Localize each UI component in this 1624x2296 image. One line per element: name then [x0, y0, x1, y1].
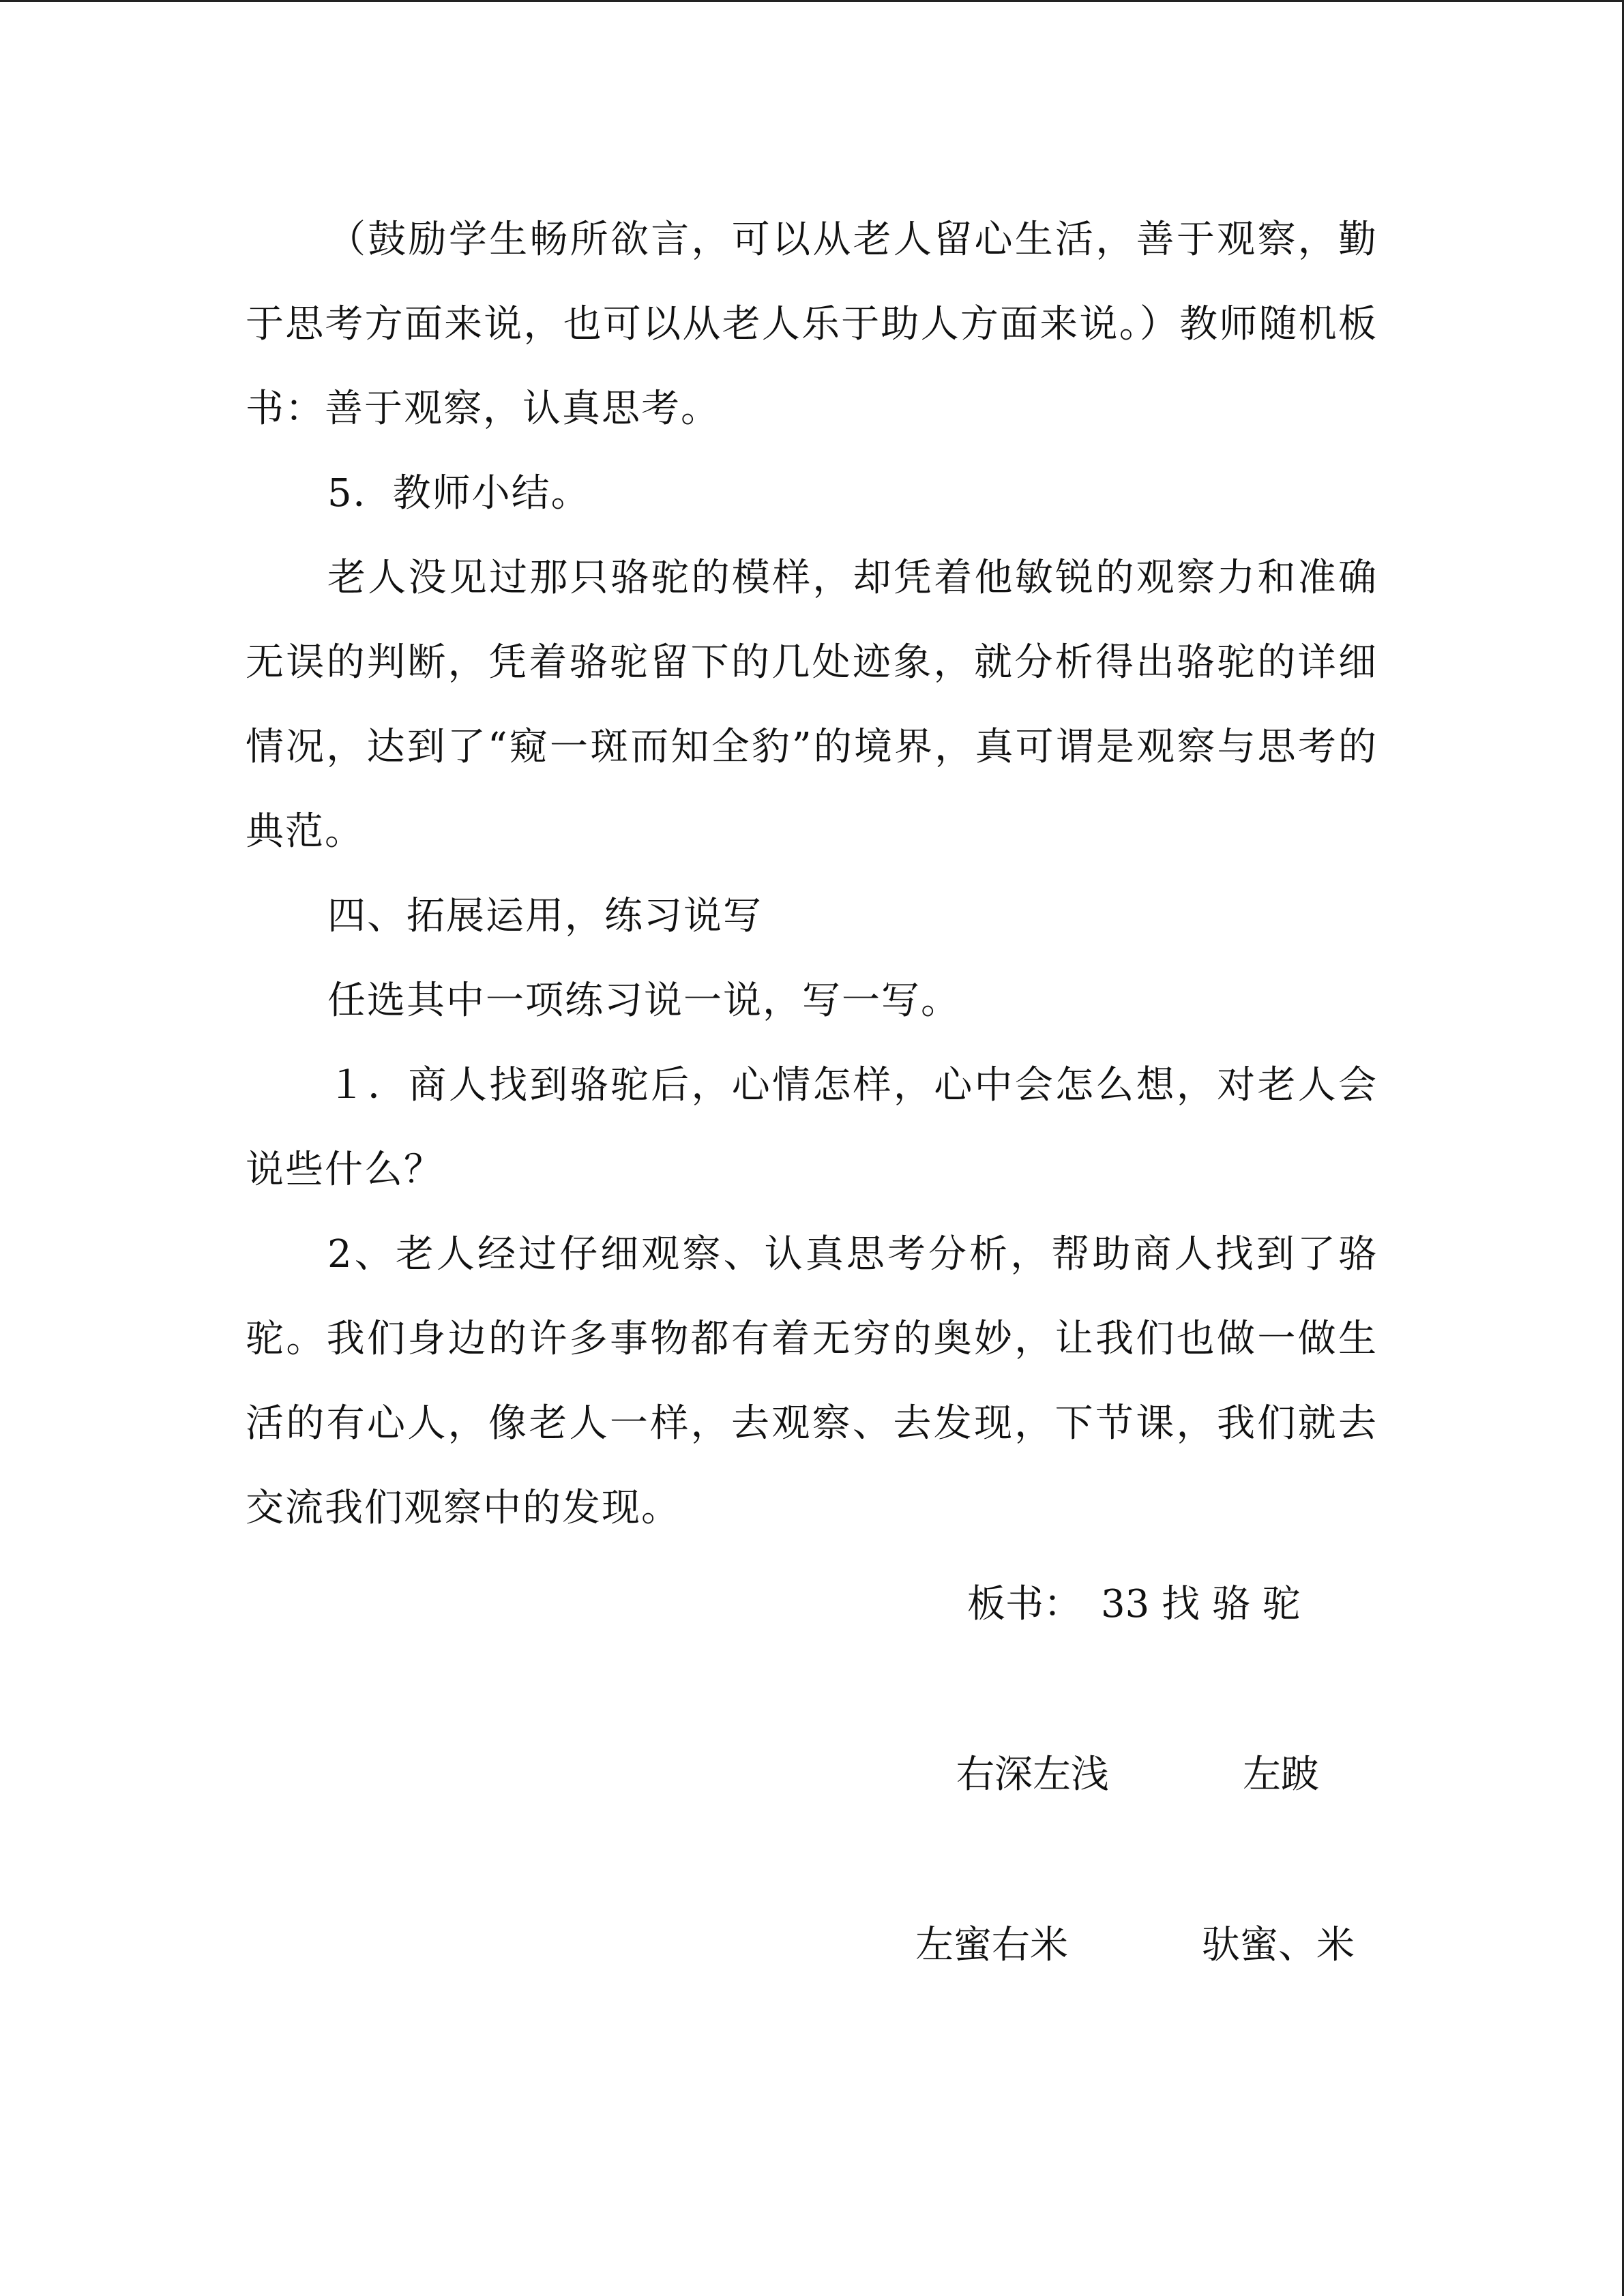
page-border-top: [0, 0, 1624, 2]
blackboard-result-cargo: 驮蜜、米: [1202, 1923, 1355, 1967]
document-body: [246, 198, 1378, 1551]
blackboard-clue-footprints: 右深左浅: [956, 1753, 1109, 1797]
paragraph-summary: 老人没见过那只骆驼的模样，却凭着他敏锐的观察力和准确无误的判断，凭着骆驼留下的几处迹象，就分析得出骆驼的详细情况，达到了“窥一斑而知全豹”的境界，真可谓是观察与思考的典范。: [246, 556, 1378, 854]
exercise-item-2: 2、老人经过仔细观察、认真思考分析，帮助商人找到了骆驼。我们身边的许多事物都有着无穷的奥妙，让我们也做一做生活的有心人，像老人一样，去观察、去发现，下节课，我们就去交流我们观察中的发现。: [246, 1232, 1378, 1530]
exercise-item-1: １．商人找到骆驼后，心情怎样，心中会怎么想，对老人会说些什么？: [246, 1063, 1378, 1192]
paragraph-instruction: 任选其中一项练习说一说，写一写。: [327, 979, 960, 1023]
paragraph-summary-heading: 5．教师小结。: [327, 471, 591, 516]
blackboard-title: 板书： 33 找 骆 驼: [967, 1582, 1301, 1626]
paragraph-encourage: （鼓励学生畅所欲言，可以从老人留心生活，善于观察，勤于思考方面来说，也可以从老人乐于助人方面来说。）教师随机板书：善于观察，认真思考。: [246, 218, 1378, 431]
blackboard-clue-honey-rice: 左蜜右米: [915, 1923, 1068, 1967]
blackboard-result-lame: 左跛: [1243, 1753, 1319, 1797]
section-heading-extension: 四、拓展运用，练习说写: [327, 894, 763, 938]
